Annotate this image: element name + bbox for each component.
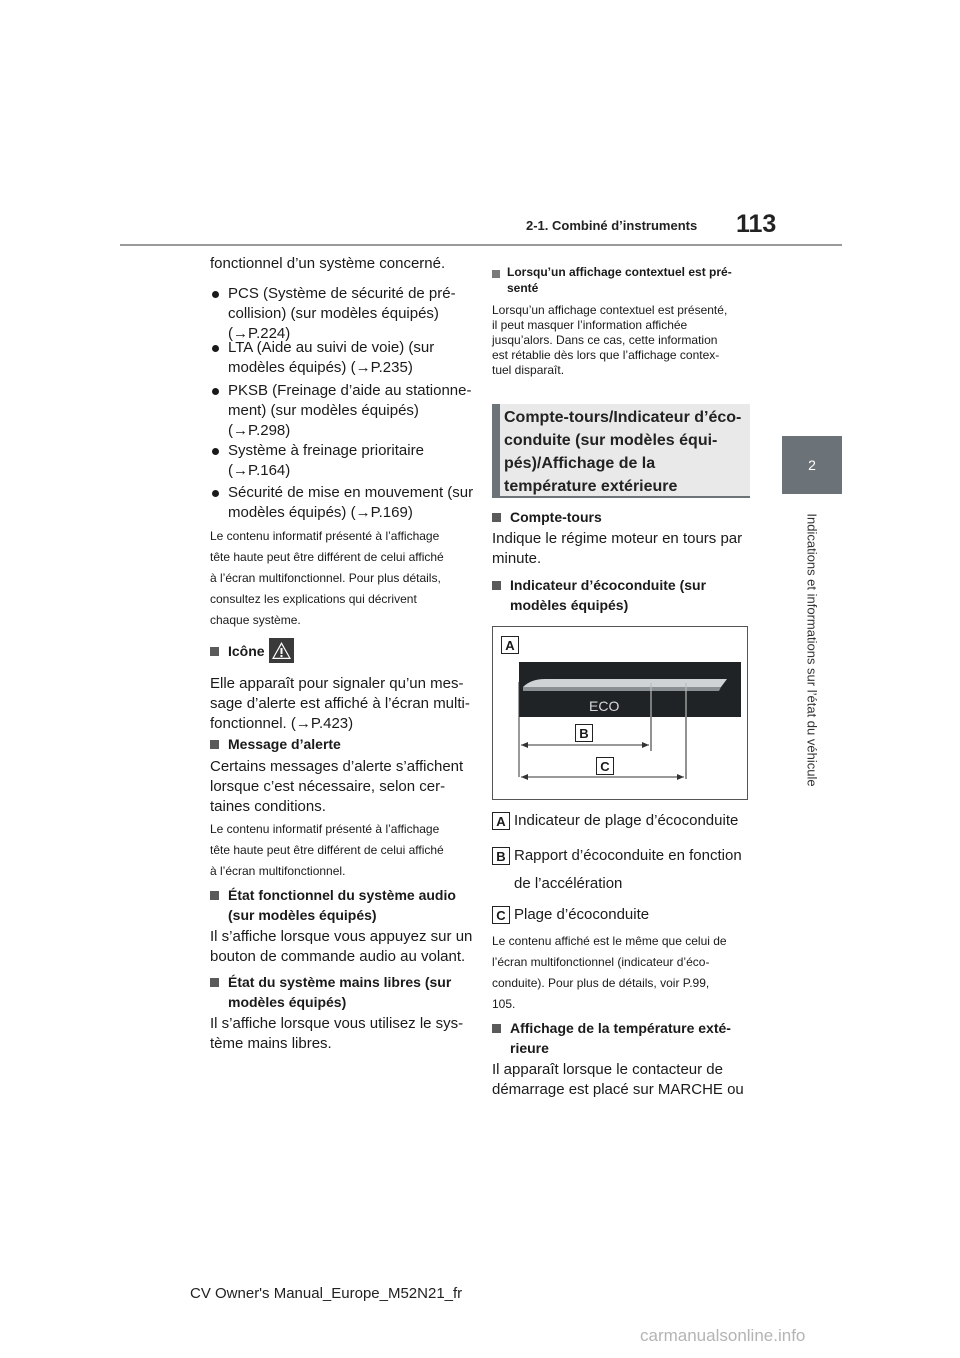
message-heading: Message d’alerte [228,736,341,752]
audio-text: Il s’affiche lorsque vous appuyez sur un [210,928,473,945]
heading-square [210,978,219,987]
heading-square [492,1024,501,1033]
bullet-line: PKSB (Freinage d’aide au stationne- [228,382,472,399]
popup-heading: senté [507,281,539,295]
popup-text: tuel disparaît. [492,363,565,377]
eco-indicator-illustration [493,627,747,799]
heading-square [210,891,219,900]
heading-square [492,270,500,278]
legend-key-a: A [492,812,510,830]
page-number: 113 [736,210,777,238]
tach-text: minute. [492,550,542,567]
bullet-line: ment) (sur modèles équipés) [228,402,419,419]
bullet-line: (→P.298) [228,422,291,439]
hands-text: tème mains libres. [210,1035,332,1052]
audio-heading: État fonctionnel du système audio [228,887,456,903]
heading-square [492,513,501,522]
temp-text: démarrage est placé sur MARCHE ou [492,1081,744,1098]
bullet-dot [212,291,219,298]
note-line: Le contenu informatif présenté à l’affichage [210,529,440,543]
chapter-side-title-text: Indications et informations sur l’état du véhicule [804,513,820,787]
tach-heading: Compte-tours [510,509,602,525]
figure-label-c: C [596,757,614,775]
chapter-tab: 2 [782,436,842,494]
icone-text: Elle apparaît pour signaler qu’un mes- [210,675,464,692]
figure-label-b: B [575,724,593,742]
note-line: 105. [492,997,516,1011]
bullet-dot [212,448,219,455]
warning-triangle-icon-svg [269,638,294,663]
hands-heading: État du système mains libres (sur [228,974,452,990]
audio-text: bouton de commande audio au volant. [210,948,466,965]
section-title: conduite (sur modèles équi- [504,432,718,449]
heading-square [492,581,501,590]
message-text: lorsque c’est nécessaire, selon cer- [210,778,446,795]
popup-text: il peut masquer l’information affichée [492,318,688,332]
bullet-dot [212,388,219,395]
section-title: Compte-tours/Indicateur d’éco- [504,409,742,426]
icone-heading: Icône [228,643,265,659]
hands-heading: modèles équipés) [228,994,347,1010]
bullet-line: collision) (sur modèles équipés) [228,305,439,322]
eco-display-label: ECO [589,698,620,714]
legend-text: de l’accélération [514,875,623,892]
warning-triangle-icon [269,638,294,663]
eco-figure [492,626,748,800]
note-line: consultez les explications qui décrivent [210,592,417,606]
bullet-line: Sécurité de mise en mouvement (sur [228,484,474,501]
heading-square [210,647,219,656]
eco-heading: Indicateur d’écoconduite (sur [510,577,707,593]
eco-heading: modèles équipés) [510,597,629,613]
note-line: conduite). Pour plus de détails, voir P.99, [492,976,710,990]
bullet-line: LTA (Aide au suivi de voie) (sur [228,339,435,356]
popup-text: est rétablie dès lors que l’affichage contex- [492,348,720,362]
bullet-line: Système à freinage prioritaire [228,442,424,459]
bullet-dot [212,345,219,352]
figure-label-a: A [501,636,519,654]
watermark: carmanualsonline.info [640,1326,806,1345]
popup-text: jusqu’alors. Dans ce cas, cette information [492,333,718,347]
legend-key-b: B [492,847,510,865]
popup-text: Lorsqu’un affichage contextuel est présenté, [492,303,728,317]
temp-text: Il apparaît lorsque le contacteur de [492,1061,723,1078]
bullet-line: (→P.164) [228,462,291,479]
icone-text: fonctionnel. (→P.423) [210,715,354,732]
heading-square [210,740,219,749]
section-title: pés)/Affichage de la [504,455,656,472]
bullet-line: (→P.224) [228,325,291,342]
legend-text: Rapport d’écoconduite en fonction [514,847,742,864]
note-line: Le contenu affiché est le même que celui de [492,934,727,948]
temp-heading: Affichage de la température exté- [510,1020,731,1036]
icone-text: sage d’alerte est affiché à l’écran multi- [210,695,470,712]
intro-text: fonctionnel d’un système concerné. [210,255,446,272]
hands-text: Il s’affiche lorsque vous utilisez le sys- [210,1015,464,1032]
bullet-dot [212,490,219,497]
note-line: l’écran multifonctionnel (indicateur d’éco- [492,955,710,969]
popup-heading: Lorsqu’un affichage contextuel est pré- [507,265,732,279]
section-title: température extérieure [504,478,678,495]
note-line: tête haute peut être différent de celui affiché [210,550,444,564]
bullet-line: PCS (Système de sécurité de pré- [228,285,456,302]
note-line: à l’écran multifonctionnel. [210,864,346,878]
message-text: Certains messages d’alerte s’affichent [210,758,464,775]
manual-footer: CV Owner's Manual_Europe_M52N21_fr [190,1285,463,1302]
note-line: chaque système. [210,613,301,627]
bullet-line: modèles équipés) (→P.169) [228,504,413,521]
note-line: Le contenu informatif présenté à l’affichage [210,822,440,836]
section-header: 2-1. Combiné d’instruments [526,218,698,233]
legend-key-c: C [492,906,510,924]
legend-text: Plage d’écoconduite [514,906,650,923]
header-rule [120,244,842,246]
note-line: tête haute peut être différent de celui affiché [210,843,444,857]
temp-heading: rieure [510,1040,549,1056]
tach-text: Indique le régime moteur en tours par [492,530,743,547]
audio-heading: (sur modèles équipés) [228,907,377,923]
bullet-line: modèles équipés) (→P.235) [228,359,413,376]
legend-text: Indicateur de plage d’écoconduite [514,812,739,829]
note-line: à l’écran multifonctionnel. Pour plus détails, [210,571,441,585]
message-text: taines conditions. [210,798,326,815]
